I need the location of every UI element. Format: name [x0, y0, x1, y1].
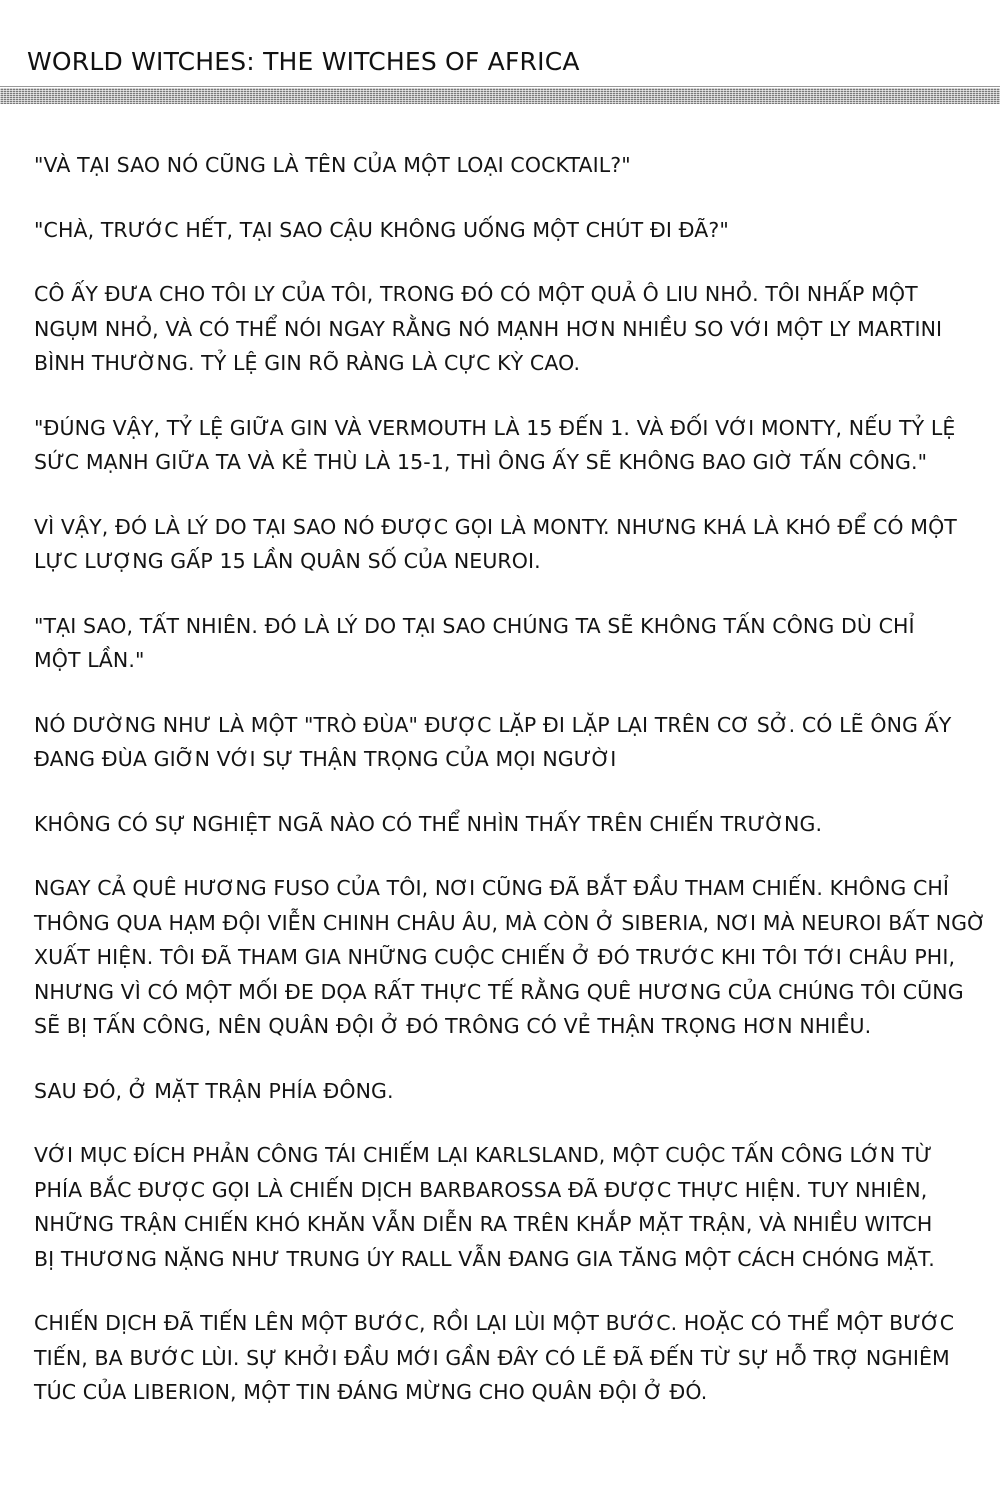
paragraph-line: ĐANG ĐÙA GIỠN VỚI SỰ THẬN TRỌNG CỦA MỌI NGƯỜI	[34, 747, 617, 771]
paragraph-line: VÌ VẬY, ĐÓ LÀ LÝ DO TẠI SAO NÓ ĐƯỢC GỌI LÀ MONTY. NHƯNG KHÁ LÀ KHÓ ĐỂ CÓ MỘT	[34, 514, 957, 539]
paragraph-line: THÔNG QUA HẠM ĐỘI VIỄN CHINH CHÂU ÂU, MÀ CÒN Ở SIBERIA, NƠI MÀ NEUROI BẤT NGỜ	[34, 910, 986, 935]
body-text	[34, 148, 984, 1440]
paragraph-line: CÔ ẤY ĐƯA CHO TÔI LY CỦA TÔI, TRONG ĐÓ CÓ MỘT QUẢ Ô LIU NHỎ. TÔI NHẤP MỘT	[34, 282, 918, 306]
paragraph	[34, 1306, 984, 1410]
paragraph-line: XUẤT HIỆN. TÔI ĐÃ THAM GIA NHỮNG CUỘC CHIẾN Ở ĐÓ TRƯỚC KHI TÔI TỚI CHÂU PHI,	[34, 945, 956, 969]
paragraph	[34, 708, 984, 777]
paragraph-line: MỘT LẦN."	[34, 648, 145, 672]
paragraph-line: "CHÀ, TRƯỚC HẾT, TẠI SAO CẬU KHÔNG UỐNG MỘT CHÚT ĐI ĐÃ?"	[34, 217, 729, 242]
paragraph-line: BỊ THƯƠNG NẶNG NHƯ TRUNG ÚY RALL VẪN ĐANG GIA TĂNG MỘT CÁCH CHÓNG MẶT.	[34, 1246, 935, 1271]
paragraph-line: "ĐÚNG VẬY, TỶ LỆ GIỮA GIN VÀ VERMOUTH LÀ 15 ĐẾN 1. VÀ ĐỐI VỚI MONTY, NẾU TỶ LỆ	[34, 415, 956, 440]
paragraph-line: TIẾN, BA BƯỚC LÙI. SỰ KHỞI ĐẦU MỚI GẦN ĐÂY CÓ LẼ ĐÃ ĐẾN TỪ SỰ HỖ TRỢ NGHIÊM	[34, 1345, 950, 1370]
paragraph	[34, 1074, 984, 1109]
paragraph-line: PHÍA BẮC ĐƯỢC GỌI LÀ CHIẾN DỊCH BARBAROSSA ĐÃ ĐƯỢC THỰC HIỆN. TUY NHIÊN,	[34, 1177, 928, 1202]
paragraph-line: SAU ĐÓ, Ở MẶT TRẬN PHÍA ĐÔNG.	[34, 1078, 394, 1103]
paragraph	[34, 277, 984, 381]
paragraph	[34, 510, 984, 579]
paragraph	[34, 1138, 984, 1276]
paragraph-line: SỨC MẠNH GIỮA TA VÀ KẺ THÙ LÀ 15-1, THÌ ÔNG ẤY SẼ KHÔNG BAO GIỜ TẤN CÔNG."	[34, 450, 928, 474]
paragraph	[34, 148, 984, 183]
paragraph-line: TÚC CỦA LIBERION, MỘT TIN ĐÁNG MỪNG CHO QUÂN ĐỘI Ở ĐÓ.	[34, 1380, 708, 1404]
paragraph	[34, 411, 984, 480]
page-header	[0, 0, 1000, 110]
paragraph-line: KHÔNG CÓ SỰ NGHIỆT NGÃ NÀO CÓ THỂ NHÌN THẤY TRÊN CHIẾN TRƯỜNG.	[34, 811, 823, 836]
paragraph-line: "TẠI SAO, TẤT NHIÊN. ĐÓ LÀ LÝ DO TẠI SAO CHÚNG TA SẼ KHÔNG TẤN CÔNG DÙ CHỈ	[34, 613, 915, 638]
header-rule-line	[0, 86, 1000, 87]
paragraph-line: NÓ DƯỜNG NHƯ LÀ MỘT "TRÒ ĐÙA" ĐƯỢC LẶP ĐI LẶP LẠI TRÊN CƠ SỞ. CÓ LẼ ÔNG ẤY	[34, 712, 952, 737]
paragraph	[34, 871, 984, 1044]
paragraph	[34, 807, 984, 842]
page-title: WORLD WITCHES: THE WITCHES OF AFRICA	[27, 47, 580, 76]
paragraph-line: VỚI MỤC ĐÍCH PHẢN CÔNG TÁI CHIẾM LẠI KARLSLAND, MỘT CUỘC TẤN CÔNG LỚN TỪ	[34, 1143, 933, 1167]
paragraph-line: BÌNH THƯỜNG. TỶ LỆ GIN RÕ RÀNG LÀ CỰC KỲ CAO.	[34, 351, 581, 375]
paragraph-line: NHƯNG VÌ CÓ MỘT MỐI ĐE DỌA RẤT THỰC TẾ RẰNG QUÊ HƯƠNG CỦA CHÚNG TÔI CŨNG	[34, 979, 964, 1004]
paragraph-line: NGAY CẢ QUÊ HƯƠNG FUSO CỦA TÔI, NƠI CŨNG ĐÃ BẮT ĐẦU THAM CHIẾN. KHÔNG CHỈ	[34, 876, 950, 900]
paragraph-line: LỰC LƯỢNG GẤP 15 LẦN QUÂN SỐ CỦA NEUROI.	[34, 549, 541, 573]
paragraph-line: NGỤM NHỎ, VÀ CÓ THỂ NÓI NGAY RẰNG NÓ MẠNH HƠN NHIỀU SO VỚI MỘT LY MARTINI	[34, 316, 943, 341]
paragraph-line: "VÀ TẠI SAO NÓ CŨNG LÀ TÊN CỦA MỘT LOẠI COCKTAIL?"	[34, 153, 631, 177]
paragraph-line: SẼ BỊ TẤN CÔNG, NÊN QUÂN ĐỘI Ở ĐÓ TRÔNG CÓ VẺ THẬN TRỌNG HƠN NHIỀU.	[34, 1014, 872, 1038]
paragraph-line: CHIẾN DỊCH ĐÃ TIẾN LÊN MỘT BƯỚC, RỒI LẠI LÙI MỘT BƯỚC. HOẶC CÓ THỂ MỘT BƯỚC	[34, 1311, 955, 1335]
header-halftone-rule	[0, 88, 1000, 104]
paragraph	[34, 213, 984, 248]
paragraph-line: NHỮNG TRẬN CHIẾN KHÓ KHĂN VẪN DIỄN RA TRÊN KHẮP MẶT TRẬN, VÀ NHIỀU WITCH	[34, 1212, 933, 1236]
paragraph	[34, 609, 984, 678]
